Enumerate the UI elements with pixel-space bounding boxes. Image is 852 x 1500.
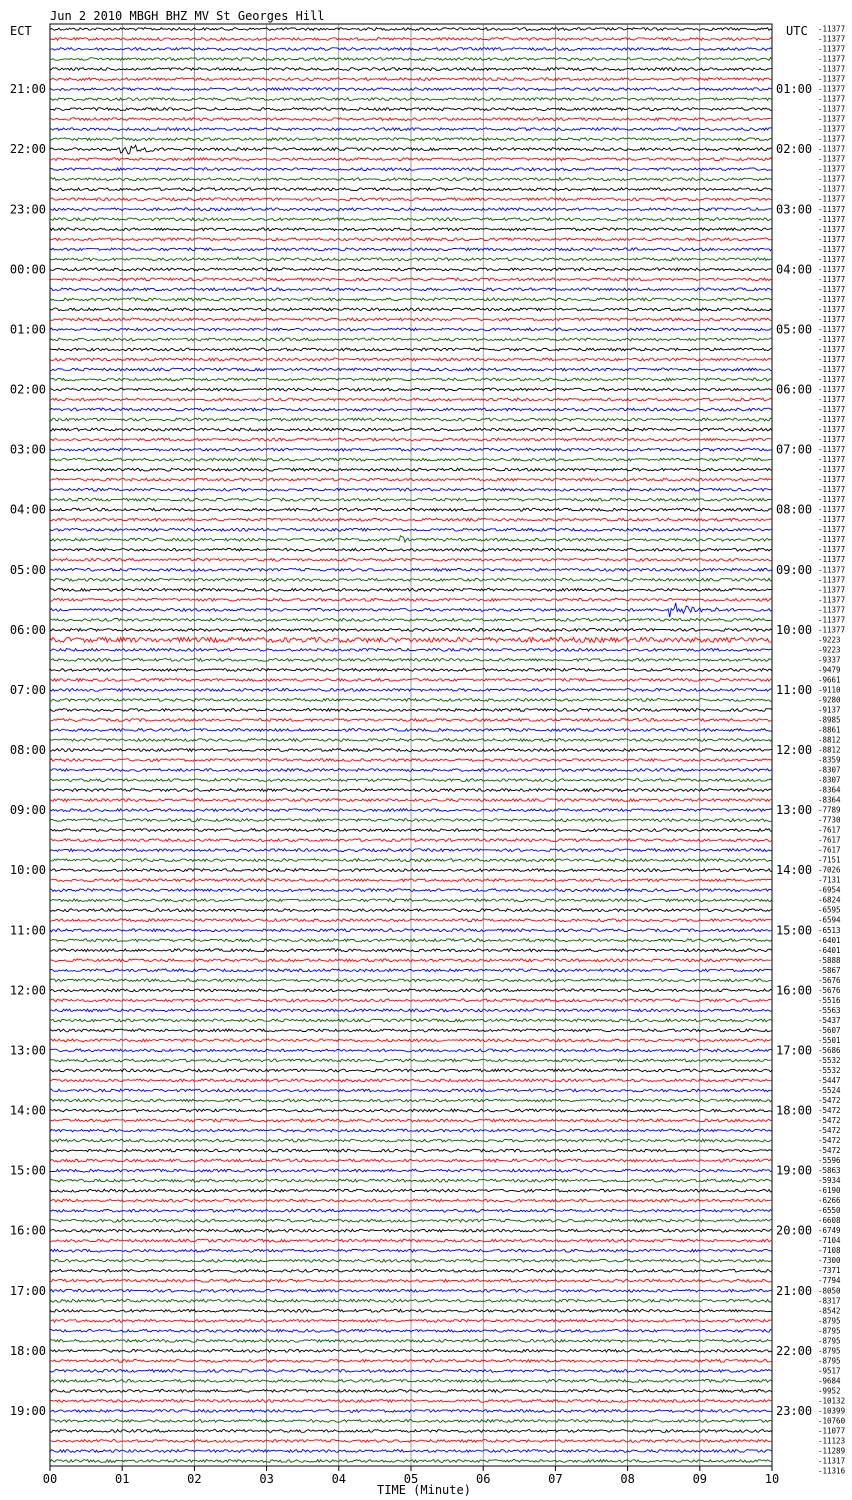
right-hour-label: 20:00: [776, 1223, 813, 1238]
left-hour-label: 04:00: [9, 502, 46, 517]
trace-value-label: -9223: [818, 645, 841, 655]
x-tick-label: 01: [114, 1472, 130, 1486]
trace-value-label: -11316: [818, 1466, 846, 1476]
trace-value-label: -6401: [818, 945, 841, 955]
trace-value-label: -8795: [818, 1356, 841, 1366]
trace-value-label: -11377: [818, 374, 846, 384]
left-hour-label: 13:00: [9, 1043, 46, 1058]
trace-value-label: -6954: [818, 885, 841, 895]
x-tick-label: 03: [259, 1472, 274, 1486]
trace-value-label: -7617: [818, 825, 841, 835]
trace-value-label: -5934: [818, 1176, 841, 1186]
right-hour-label: 10:00: [776, 622, 813, 637]
x-axis-label: TIME (Minute): [377, 1483, 471, 1497]
trace-value-label: -5472: [818, 1126, 841, 1136]
trace-value-label: -11377: [818, 114, 846, 124]
trace-value-label: -11377: [818, 405, 846, 415]
trace-value-label: -7730: [818, 815, 841, 825]
trace-value-label: -11377: [818, 174, 846, 184]
trace-value-label: -11377: [818, 324, 846, 334]
trace-value-label: -8542: [818, 1306, 841, 1316]
trace-value-label: -5532: [818, 1055, 841, 1065]
trace-value-label: -11377: [818, 264, 846, 274]
trace-value-label: -11377: [818, 605, 846, 615]
trace-value-label: -11377: [818, 284, 846, 294]
trace-value-label: -5524: [818, 1085, 841, 1095]
trace-value-label: -10760: [818, 1416, 846, 1426]
trace-value-label: -9223: [818, 635, 841, 645]
trace-value-label: -5607: [818, 1025, 841, 1035]
trace-value-label: -9684: [818, 1376, 841, 1386]
left-hour-label: 19:00: [9, 1403, 46, 1418]
trace-value-label: -5472: [818, 1095, 841, 1105]
right-hour-label: 01:00: [776, 82, 813, 97]
trace-value-label: -5867: [818, 965, 841, 975]
right-hour-label: 05:00: [776, 322, 813, 337]
trace-value-label: -11377: [818, 194, 846, 204]
x-tick-label: 00: [42, 1472, 58, 1486]
x-tick-label: 09: [692, 1472, 708, 1486]
x-tick-label: 10: [764, 1472, 780, 1486]
trace-value-label: -9110: [818, 685, 841, 695]
trace-value-label: -11377: [818, 555, 846, 565]
trace-value-label: -11377: [818, 535, 846, 545]
trace-value-label: -11377: [818, 525, 846, 535]
left-hour-label: 16:00: [9, 1223, 46, 1238]
trace-value-label: -11377: [818, 304, 846, 314]
trace-value-label: -8307: [818, 775, 841, 785]
trace-value-label: -5676: [818, 975, 841, 985]
trace-value-label: -11377: [818, 314, 846, 324]
trace-value-label: -7789: [818, 805, 841, 815]
left-hour-label: 10:00: [9, 863, 46, 878]
right-hour-label: 07:00: [776, 442, 813, 457]
right-hour-label: 21:00: [776, 1283, 813, 1298]
right-hour-label: 19:00: [776, 1163, 813, 1178]
right-hour-label: 13:00: [776, 803, 813, 818]
trace-value-label: -11289: [818, 1446, 846, 1456]
trace-value-label: -7371: [818, 1266, 841, 1276]
trace-value-label: -11317: [818, 1456, 846, 1466]
trace-value-label: -5563: [818, 1005, 841, 1015]
trace-value-label: -5447: [818, 1075, 841, 1085]
trace-value-label: -5686: [818, 1045, 841, 1055]
trace-value-label: -8861: [818, 725, 841, 735]
trace-value-label: -6824: [818, 895, 841, 905]
trace-value-label: -8795: [818, 1326, 841, 1336]
right-hour-label: 11:00: [776, 682, 813, 697]
trace-value-label: -11377: [818, 575, 846, 585]
trace-value-label: -11377: [818, 104, 846, 114]
left-hour-label: 09:00: [9, 803, 46, 818]
left-hour-label: 06:00: [9, 622, 46, 637]
trace-value-label: -11123: [818, 1436, 846, 1446]
trace-value-label: -11377: [818, 545, 846, 555]
trace-value-label: -9337: [818, 655, 841, 665]
right-hour-label: 22:00: [776, 1343, 813, 1358]
trace-value-label: -5596: [818, 1156, 841, 1166]
left-hour-label: 22:00: [9, 142, 46, 157]
trace-value-label: -9952: [818, 1386, 841, 1396]
trace-value-label: -5863: [818, 1166, 841, 1176]
left-hour-label: 01:00: [9, 322, 46, 337]
left-hour-label: 14:00: [9, 1103, 46, 1118]
trace-value-label: -8795: [818, 1346, 841, 1356]
trace-value-label: -11377: [818, 294, 846, 304]
trace-value-label: -11377: [818, 84, 846, 94]
trace-value-label: -11377: [818, 124, 846, 134]
trace-value-label: -11377: [818, 475, 846, 485]
trace-value-label: -11377: [818, 94, 846, 104]
trace-value-label: -10132: [818, 1396, 846, 1406]
trace-value-label: -11377: [818, 435, 846, 445]
right-hour-label: 15:00: [776, 923, 813, 938]
trace-value-label: -11377: [818, 184, 846, 194]
trace-value-label: -11377: [818, 64, 846, 74]
trace-value-label: -7794: [818, 1276, 841, 1286]
trace-value-label: -11377: [818, 224, 846, 234]
right-hour-label: 09:00: [776, 562, 813, 577]
left-hour-label: 08:00: [9, 743, 46, 758]
trace-value-label: -8050: [818, 1286, 841, 1296]
trace-value-label: -9137: [818, 705, 841, 715]
trace-value-label: -8985: [818, 715, 841, 725]
x-tick-label: 05: [403, 1472, 419, 1486]
trace-value-label: -11377: [818, 74, 846, 84]
trace-value-label: -6513: [818, 925, 841, 935]
trace-value-label: -11377: [818, 24, 846, 34]
left-hour-label: 21:00: [9, 82, 46, 97]
x-tick-label: 07: [548, 1472, 563, 1486]
trace-value-label: -11377: [818, 214, 846, 224]
left-timezone-label: ECT: [10, 24, 32, 38]
trace-value-label: -11377: [818, 354, 846, 364]
trace-value-label: -11077: [818, 1426, 846, 1436]
left-hour-label: 05:00: [9, 562, 46, 577]
trace-value-label: -11377: [818, 154, 846, 164]
trace-value-label: -8364: [818, 795, 841, 805]
trace-value-label: -11377: [818, 415, 846, 425]
trace-value-label: -10399: [818, 1406, 846, 1416]
right-hour-label: 17:00: [776, 1043, 813, 1058]
trace-value-label: -6190: [818, 1186, 841, 1196]
trace-value-label: -11377: [818, 515, 846, 525]
trace-value-label: -11377: [818, 34, 846, 44]
right-hour-label: 08:00: [776, 502, 813, 517]
trace-value-label: -11377: [818, 44, 846, 54]
right-hour-label: 18:00: [776, 1103, 813, 1118]
trace-value-label: -7617: [818, 845, 841, 855]
left-hour-label: 23:00: [9, 202, 46, 217]
right-hour-label: 02:00: [776, 142, 813, 157]
trace-value-label: -5532: [818, 1065, 841, 1075]
trace-value-label: -5676: [818, 985, 841, 995]
trace-value-label: -6594: [818, 915, 841, 925]
right-hour-label: 14:00: [776, 863, 813, 878]
trace-value-label: -5472: [818, 1116, 841, 1126]
left-hour-label: 15:00: [9, 1163, 46, 1178]
trace-value-label: -11377: [818, 164, 846, 174]
trace-value-label: -5501: [818, 1035, 841, 1045]
trace-value-label: -8317: [818, 1296, 841, 1306]
trace-value-label: -9661: [818, 675, 841, 685]
trace-value-label: -6550: [818, 1206, 841, 1216]
trace-value-label: -11377: [818, 455, 846, 465]
trace-value-label: -7151: [818, 855, 841, 865]
trace-value-label: -11377: [818, 254, 846, 264]
left-hour-label: 00:00: [9, 262, 46, 277]
chart-title: Jun 2 2010 MBGH BHZ MV St Georges Hill: [50, 9, 325, 23]
trace-value-label: -7108: [818, 1246, 841, 1256]
trace-value-label: -11377: [818, 334, 846, 344]
trace-value-label: -11377: [818, 144, 846, 154]
trace-value-label: -7300: [818, 1256, 841, 1266]
trace-value-label: -7026: [818, 865, 841, 875]
trace-value-label: -7104: [818, 1236, 841, 1246]
trace-value-label: -11377: [818, 465, 846, 475]
x-tick-label: 04: [331, 1472, 347, 1486]
right-timezone-label: UTC: [786, 24, 808, 38]
trace-value-label: -11377: [818, 54, 846, 64]
trace-value-label: -8359: [818, 755, 841, 765]
trace-value-label: -5472: [818, 1146, 841, 1156]
trace-value-label: -9280: [818, 695, 841, 705]
trace-value-label: -6595: [818, 905, 841, 915]
trace-value-label: -11377: [818, 615, 846, 625]
trace-value-label: -6749: [818, 1226, 841, 1236]
trace-value-label: -6608: [818, 1216, 841, 1226]
right-hour-label: 23:00: [776, 1403, 813, 1418]
trace-value-label: -6401: [818, 935, 841, 945]
trace-value-label: -11377: [818, 565, 846, 575]
trace-value-label: -5472: [818, 1136, 841, 1146]
left-hour-label: 17:00: [9, 1283, 46, 1298]
right-hour-label: 16:00: [776, 983, 813, 998]
right-hour-label: 06:00: [776, 382, 813, 397]
trace-value-label: -8795: [818, 1336, 841, 1346]
left-hour-label: 12:00: [9, 983, 46, 998]
trace-value-label: -8307: [818, 765, 841, 775]
left-hour-label: 11:00: [9, 923, 46, 938]
trace-value-label: -8812: [818, 745, 841, 755]
trace-value-label: -11377: [818, 585, 846, 595]
trace-value-label: -11377: [818, 385, 846, 395]
trace-value-label: -11377: [818, 425, 846, 435]
trace-value-label: -9517: [818, 1366, 841, 1376]
trace-value-label: -11377: [818, 274, 846, 284]
trace-value-label: -11377: [818, 344, 846, 354]
trace-value-label: -5472: [818, 1106, 841, 1116]
right-hour-label: 12:00: [776, 743, 813, 758]
trace-value-label: -11377: [818, 204, 846, 214]
trace-value-label: -5437: [818, 1015, 841, 1025]
x-tick-label: 02: [187, 1472, 202, 1486]
trace-value-label: -7131: [818, 875, 841, 885]
left-hour-label: 03:00: [9, 442, 46, 457]
x-tick-label: 08: [620, 1472, 635, 1486]
trace-value-label: -11377: [818, 495, 846, 505]
trace-value-label: -9479: [818, 665, 841, 675]
trace-value-label: -6266: [818, 1196, 841, 1206]
right-hour-label: 04:00: [776, 262, 813, 277]
left-hour-label: 02:00: [9, 382, 46, 397]
trace-value-label: -11377: [818, 364, 846, 374]
trace-value-label: -5888: [818, 955, 841, 965]
trace-value-label: -11377: [818, 244, 846, 254]
right-hour-label: 03:00: [776, 202, 813, 217]
trace-value-label: -7617: [818, 835, 841, 845]
trace-value-label: -5516: [818, 995, 841, 1005]
trace-value-label: -11377: [818, 445, 846, 455]
trace-value-label: -8364: [818, 785, 841, 795]
left-hour-label: 18:00: [9, 1343, 46, 1358]
trace-value-label: -11377: [818, 595, 846, 605]
trace-value-label: -11377: [818, 625, 846, 635]
trace-value-label: -11377: [818, 134, 846, 144]
trace-value-label: -11377: [818, 505, 846, 515]
trace-value-label: -8812: [818, 735, 841, 745]
trace-value-label: -11377: [818, 234, 846, 244]
left-hour-label: 07:00: [9, 682, 46, 697]
trace-value-label: -11377: [818, 395, 846, 405]
trace-value-label: -11377: [818, 485, 846, 495]
trace-value-label: -8795: [818, 1316, 841, 1326]
x-tick-label: 06: [475, 1472, 491, 1486]
